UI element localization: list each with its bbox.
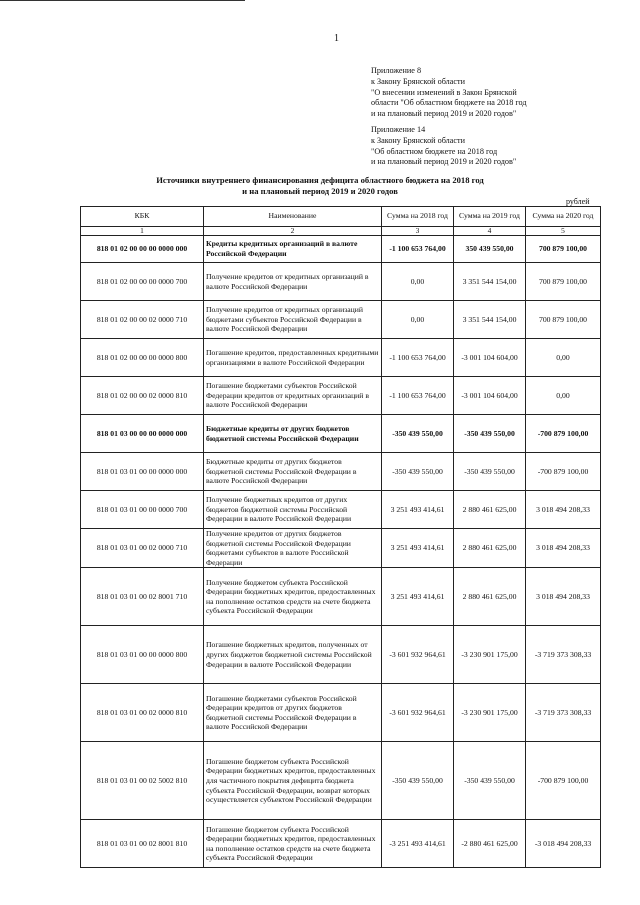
- appendix-line: Приложение 14: [371, 125, 426, 134]
- name-cell: Получение бюджетом субъекта Российской Федерации бюджетных кредитов, предоставленных на пополнение остатков средств на счете бюджета субъекта Российской Федерации: [204, 568, 382, 626]
- sum-2019-cell: 350 439 550,00: [454, 236, 526, 263]
- financing-sources-table: [80, 206, 601, 868]
- appendix-line: к Закону Брянской области: [371, 76, 465, 86]
- appendix-line: к Закону Брянской области: [371, 135, 465, 145]
- header-kbk: КБК: [81, 207, 204, 227]
- sum-2020-cell: -700 879 100,00: [526, 415, 601, 453]
- sum-2018-cell: -350 439 550,00: [382, 453, 454, 491]
- sum-2020-cell: 0,00: [526, 377, 601, 415]
- kbk-cell: 818 01 03 00 00 00 0000 000: [81, 415, 204, 453]
- appendix-line: "О внесении изменений в Закон Брянской: [371, 87, 517, 97]
- sum-2018-cell: -350 439 550,00: [382, 415, 454, 453]
- name-cell: Погашение бюджетом субъекта Российской Федерации бюджетных кредитов, предоставленных на пополнение остатков средств на счете бюджета субъекта Российской Федерации: [204, 820, 382, 868]
- kbk-cell: 818 01 02 00 00 00 0000 800: [81, 339, 204, 377]
- sum-2019-cell: -350 439 550,00: [454, 415, 526, 453]
- kbk-cell: 818 01 02 00 00 02 0000 810: [81, 377, 204, 415]
- sum-2020-cell: -3 719 373 308,33: [526, 626, 601, 684]
- table-row: [81, 529, 601, 568]
- sum-2020-cell: 0,00: [526, 339, 601, 377]
- sum-2018-cell: 0,00: [382, 263, 454, 301]
- kbk-cell: 818 01 03 01 00 02 0000 810: [81, 684, 204, 742]
- table-row: [81, 626, 601, 684]
- currency-unit: рублей: [566, 197, 590, 206]
- sum-2019-cell: 2 880 461 625,00: [454, 568, 526, 626]
- sum-2019-cell: -350 439 550,00: [454, 453, 526, 491]
- table-row: [81, 453, 601, 491]
- column-number: 4: [454, 227, 526, 236]
- table-row: [81, 339, 601, 377]
- appendix-line: области "Об областном бюджете на 2018 год: [371, 98, 527, 108]
- sum-2019-cell: 2 880 461 625,00: [454, 491, 526, 529]
- sum-2018-cell: 0,00: [382, 301, 454, 339]
- kbk-cell: 818 01 03 01 00 00 0000 800: [81, 626, 204, 684]
- header-name: Наименование: [204, 207, 382, 227]
- sum-2018-cell: 3 251 493 414,61: [382, 529, 454, 568]
- sum-2019-cell: -2 880 461 625,00: [454, 820, 526, 868]
- sum-2018-cell: -1 100 653 764,00: [382, 339, 454, 377]
- kbk-cell: 818 01 03 01 00 00 0000 000: [81, 453, 204, 491]
- sum-2020-cell: 3 018 494 208,33: [526, 491, 601, 529]
- name-cell: Получение кредитов от кредитных организаций бюджетами субъектов Российской Федерации в валюте Российской Федерации: [204, 301, 382, 339]
- sum-2019-cell: 2 880 461 625,00: [454, 529, 526, 568]
- sum-2018-cell: -1 100 653 764,00: [382, 236, 454, 263]
- table-row: [81, 415, 601, 453]
- sum-2020-cell: -700 879 100,00: [526, 453, 601, 491]
- table-row: [81, 377, 601, 415]
- table-row: [81, 820, 601, 868]
- kbk-cell: 818 01 03 01 00 00 0000 700: [81, 491, 204, 529]
- table-row: [81, 568, 601, 626]
- table-header-row: [81, 207, 601, 227]
- header-sum-2019: Сумма на 2019 год: [454, 207, 526, 227]
- document-title-line-2: и на плановый период 2019 и 2020 годов: [242, 186, 398, 196]
- sum-2020-cell: 700 879 100,00: [526, 301, 601, 339]
- kbk-cell: 818 01 02 00 00 00 0000 700: [81, 263, 204, 301]
- appendix-14-header: [371, 125, 516, 168]
- sum-2020-cell: -3 018 494 208,33: [526, 820, 601, 868]
- sum-2019-cell: -3 230 901 175,00: [454, 684, 526, 742]
- sum-2020-cell: 3 018 494 208,33: [526, 529, 601, 568]
- sum-2018-cell: -3 601 932 964,61: [382, 684, 454, 742]
- sum-2018-cell: -3 251 493 414,61: [382, 820, 454, 868]
- name-cell: Получение бюджетных кредитов от других бюджетов бюджетной системы Российской Федерации в валюте Российской Федерации: [204, 491, 382, 529]
- kbk-cell: 818 01 03 01 00 02 8001 710: [81, 568, 204, 626]
- sum-2020-cell: 3 018 494 208,33: [526, 568, 601, 626]
- sum-2018-cell: -1 100 653 764,00: [382, 377, 454, 415]
- kbk-cell: 818 01 02 00 00 00 0000 000: [81, 236, 204, 263]
- sum-2020-cell: 700 879 100,00: [526, 236, 601, 263]
- appendix-8-header: [371, 66, 527, 120]
- name-cell: Бюджетные кредиты от других бюджетов бюджетной системы Российской Федерации в валюте Российской Федерации: [204, 453, 382, 491]
- sum-2020-cell: -3 719 373 308,33: [526, 684, 601, 742]
- column-number: 2: [204, 227, 382, 236]
- name-cell: Погашение бюджетом субъекта Российской Федерации бюджетных кредитов, предоставленных для частичного покрытия дефицита бюджета субъекта Российской Федерации, возврат которых осуществляется субъектом Российской Федерации: [204, 742, 382, 820]
- kbk-cell: 818 01 02 00 00 02 0000 710: [81, 301, 204, 339]
- sum-2019-cell: 3 351 544 154,00: [454, 263, 526, 301]
- column-number: 1: [81, 227, 204, 236]
- sum-2018-cell: -350 439 550,00: [382, 742, 454, 820]
- name-cell: Получение кредитов от других бюджетов бюджетной системы Российской Федерации бюджетами субъектов в валюте Российской Федерации: [204, 529, 382, 568]
- sum-2019-cell: -3 001 104 604,00: [454, 339, 526, 377]
- sum-2018-cell: 3 251 493 414,61: [382, 568, 454, 626]
- appendix-line: Приложение 8: [371, 66, 422, 75]
- appendix-line: "Об областном бюджете на 2018 год: [371, 146, 498, 156]
- document-title-line-1: Источники внутреннего финансирования дефицита областного бюджета на 2018 год: [156, 175, 484, 185]
- header-sum-2018: Сумма на 2018 год: [382, 207, 454, 227]
- column-number: 5: [526, 227, 601, 236]
- name-cell: Бюджетные кредиты от других бюджетов бюджетной системы Российской Федерации: [204, 415, 382, 453]
- appendix-line: и на плановый период 2019 и 2020 годов": [371, 157, 517, 167]
- name-cell: Погашение бюджетных кредитов, полученных от других бюджетов бюджетной системы Российской Федерации в валюте Российской Федерации: [204, 626, 382, 684]
- sum-2018-cell: 3 251 493 414,61: [382, 491, 454, 529]
- name-cell: Погашение бюджетами субъектов Российской Федерации кредитов от кредитных организаций в валюте Российской Федерации: [204, 377, 382, 415]
- kbk-cell: 818 01 03 01 00 02 0000 710: [81, 529, 204, 568]
- kbk-cell: 818 01 03 01 00 02 8001 810: [81, 820, 204, 868]
- table-row: [81, 742, 601, 820]
- name-cell: Погашение бюджетами субъектов Российской Федерации кредитов от других бюджетов бюджетной системы Российской Федерации в валюте Российской Федерации: [204, 684, 382, 742]
- name-cell: Погашение кредитов, предоставленных кредитными организациями в валюте Российской Федерации: [204, 339, 382, 377]
- kbk-cell: 818 01 03 01 00 02 5002 810: [81, 742, 204, 820]
- appendix-line: и на плановый период 2019 и 2020 годов": [371, 109, 517, 119]
- page-number: 1: [334, 33, 339, 44]
- sum-2020-cell: -700 879 100,00: [526, 742, 601, 820]
- sum-2019-cell: -3 001 104 604,00: [454, 377, 526, 415]
- header-sum-2020: Сумма на 2020 год: [526, 207, 601, 227]
- sum-2019-cell: -3 230 901 175,00: [454, 626, 526, 684]
- column-number-row: [81, 227, 601, 236]
- table-row: [81, 491, 601, 529]
- name-cell: Получение кредитов от кредитных организаций в валюте Российской Федерации: [204, 263, 382, 301]
- sum-2018-cell: -3 601 932 964,61: [382, 626, 454, 684]
- sum-2019-cell: -350 439 550,00: [454, 742, 526, 820]
- table-row: [81, 236, 601, 263]
- table-row: [81, 263, 601, 301]
- table-row: [81, 301, 601, 339]
- name-cell: Кредиты кредитных организаций в валюте Российской Федерации: [204, 236, 382, 263]
- column-number: 3: [382, 227, 454, 236]
- sum-2019-cell: 3 351 544 154,00: [454, 301, 526, 339]
- top-rule: [0, 0, 245, 1]
- table-row: [81, 684, 601, 742]
- sum-2020-cell: 700 879 100,00: [526, 263, 601, 301]
